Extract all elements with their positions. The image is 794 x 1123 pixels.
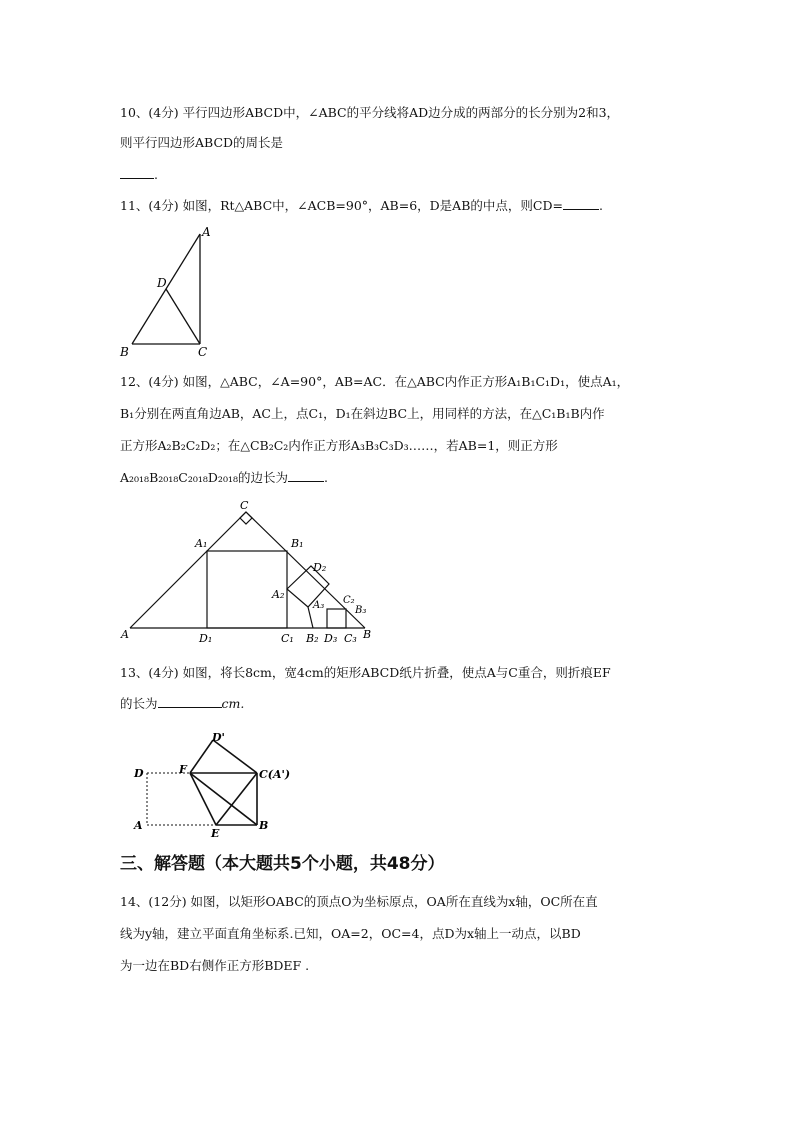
q13-label-c: C(A') [259,768,291,781]
q11-label-a: A [202,225,211,239]
q13-label-f: F [179,763,187,776]
q11-figure [110,222,220,362]
q12-label-c3: C₃ [344,632,357,645]
q12-label-a2: A₂ [272,588,285,601]
q13-text-line1: 13、(4分) 如图，将长8cm，宽4cm的矩形ABCD纸片折叠，使点A与C重合，则折痕EF [120,665,611,680]
q11-period: . [598,198,603,213]
q12-label-b2: B₂ [306,632,319,645]
q13-answer-blank [158,695,222,708]
q10-answer-line [120,166,158,184]
q13-label-dprime: D' [212,731,225,744]
q12-label-b: B [363,628,372,641]
q12-label-d1: D₁ [199,632,213,645]
q12-label-c: C [240,499,249,512]
q11-label-d: D [157,276,167,290]
q12-question-end: A₂₀₁₈B₂₀₁₈C₂₀₁₈D₂₀₁₈的边长为 [120,470,288,485]
q12-period: . [323,470,328,485]
q13-unit: cm. [221,696,245,711]
q12-label-b3: B₃ [355,605,367,616]
q13-figure [128,728,308,838]
q12-label-a3: A₃ [313,600,325,611]
q12-text-line1: 12、(4分) 如图，△ABC，∠A=90°，AB=AC．在△ABC内作正方形A₁B₁C₁D₁，使点A₁， [120,374,630,389]
q13-label-e: E [211,827,220,840]
q13-text-line2 [120,695,244,713]
q14-text-line1: 14、(12分) 如图，以矩形OABC的顶点O为坐标原点，OA所在直线为x轴，OC所在直 [120,894,598,909]
q12-label-c1: C₁ [281,632,294,645]
q12-label-d2: D₂ [313,561,327,574]
q12-text-line2: B₁分别在两直角边AB，AC上，点C₁，D₁在斜边BC上，用同样的方法，在△C₁B₁B内作 [120,406,605,421]
q12-label-c2: C₂ [343,595,355,606]
q12-answer-blank [288,469,324,482]
q10-text-line1: 10、(4分) 平行四边形ABCD中，∠ABC的平分线将AD边分成的两部分的长分别为2和3， [120,105,620,120]
q12-text-line3: 正方形A₂B₂C₂D₂；在△CB₂C₂内作正方形A₃B₃C₃D₃……，若AB=1，则正方形 [120,438,558,453]
q13-question-end: 的长为 [120,696,158,711]
q12-figure [115,496,385,646]
q13-label-d: D [134,767,144,780]
q12-label-a1: A₁ [195,537,208,550]
q13-label-a: A [134,819,143,832]
q14-text-line3: 为一边在BD右侧作正方形BDEF . [120,958,310,973]
q11-label-c: C [198,345,208,359]
q14-text-line2: 线为y轴，建立平面直角坐标系.已知，OA=2，OC=4，点D为x轴上一动点，以BD [120,926,581,941]
q10-answer-blank [120,166,154,179]
q11-answer-blank [563,197,599,210]
section-3-title: 三、解答题（本大题共5个小题，共48分） [120,854,445,874]
q10-period: . [154,167,158,182]
q12-text-line4 [120,469,328,487]
q11-label-b: B [120,345,129,359]
q10-text-line2: 则平行四边形ABCD的周长是 [120,135,284,150]
q13-label-b: B [259,819,269,832]
q11-question: 11、(4分) 如图，Rt△ABC中，∠ACB=90°，AB=6，D是AB的中点，则CD= [120,198,563,213]
q12-label-d3: D₃ [324,632,338,645]
q11-text [120,197,603,215]
q12-label-b1: B₁ [291,537,304,550]
q12-label-a: A [121,628,129,641]
